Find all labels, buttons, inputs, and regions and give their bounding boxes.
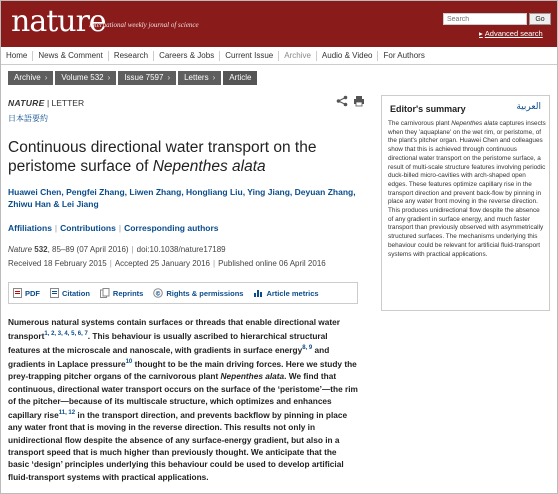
abstract-text: . We find that continuous, directional water transport occurs on the surface of the ‘peristome’—the rim of the pitcher—because of its multiscale structure, which optimizes and enhances capillary rise	[8, 371, 358, 421]
divider: |	[54, 223, 58, 233]
divider: |	[213, 259, 216, 268]
chevron-right-icon: ›	[212, 73, 216, 82]
tab-contributions[interactable]: Contributions	[60, 223, 116, 233]
doi: doi:10.1038/nature17189	[136, 245, 226, 254]
abstract-text: thought to be the main driving forces. Here we study the prey-trapping pitcher organs of the carnivorous plant	[8, 359, 357, 382]
pdf-icon	[13, 288, 22, 298]
received-date: Received 18 February 2015	[8, 259, 107, 268]
article-metrics-button[interactable]	[253, 288, 318, 298]
abstract-text: in the transport direction, and prevents backflow by pinning in place any water front that is moving in the reverse direction. This results not only in unidirectional flow despite the absence of any surface-energy gradient, but also in a transport speed that is much higher than previously thought. We anticipate that the basic ‘design’ principles underlying this behaviour could be used to develop artificial fluid-transport systems with practical applications.	[8, 410, 348, 482]
breadcrumb-label: Archive	[14, 73, 41, 82]
advanced-search-link[interactable]	[479, 29, 543, 38]
site-header	[1, 1, 557, 47]
breadcrumb	[8, 71, 259, 85]
rights-permissions-button[interactable]	[153, 288, 243, 298]
tab-corresponding-authors[interactable]: Corresponding authors	[124, 223, 219, 233]
arabic-translation-link[interactable]: العربية	[516, 102, 541, 112]
chevron-right-icon: ›	[107, 73, 111, 82]
metrics-label: Article metrics	[266, 288, 319, 298]
cite-volume: 532	[34, 245, 48, 254]
breadcrumb-article	[223, 71, 257, 85]
go-button[interactable]: Go	[529, 13, 551, 25]
nav-research[interactable]: Research	[109, 51, 154, 61]
title-main: Continuous directional water transport on the peristome surface of	[8, 139, 317, 175]
pdf-button[interactable]	[13, 288, 40, 298]
abstract-species: Nepenthes alata	[220, 371, 285, 382]
citation-icon	[50, 288, 59, 298]
abstract-text: . This behaviour is usually ascribed to hierarchical structural features at the microscale and nanoscale, with gradients in surface energy	[8, 331, 328, 356]
summary-text: captures insects when they 'aquaplane' on the wet rim, or peristome, of the plant's pitcher organ. Huawei Chen and colleagues show that this is achieved through continuous directional water transport on the peristome surface, a result of multi-scale structure features involving periodic duck-billed micro-cavities with arch-shaped open edges. These features optimize capillary rise in the transport direction and prevent back-flow by pinning in place any water front moving in the reverse direction. This produces unidirectional flow despite the absence of any gradient in surface energy, and much faster transport than previously observed with asymmetrically structured surfaces. The mechanisms underlying this behaviour could be relevant for artificial fluid-transport systems with practical applications.	[388, 120, 546, 258]
tab-affiliations[interactable]: Affiliations	[8, 223, 52, 233]
accepted-date: Accepted 25 January 2016	[114, 259, 210, 268]
breadcrumb-label: Article	[229, 73, 252, 82]
reference-link[interactable]: 1, 2, 3, 4, 5, 6, 7	[44, 331, 88, 338]
editors-summary-text	[388, 120, 546, 259]
nav-news-comment[interactable]: News & Comment	[33, 51, 108, 61]
reference-link[interactable]: 8, 9	[302, 345, 313, 352]
advanced-search-label: Advanced search	[484, 29, 543, 38]
abstract	[8, 316, 360, 483]
citation-label: Citation	[62, 288, 90, 298]
reprints-icon	[100, 288, 110, 298]
chevron-right-icon: ›	[167, 73, 171, 82]
article-title	[8, 138, 356, 176]
breadcrumb-letters[interactable]	[178, 71, 221, 85]
nav-audio-video[interactable]: Audio & Video	[317, 51, 379, 61]
citation-line	[8, 245, 226, 254]
reference-link[interactable]: 11, 12	[58, 410, 76, 417]
breadcrumb-label: Volume 532	[61, 73, 104, 82]
editors-summary-box	[381, 95, 550, 311]
breadcrumb-volume[interactable]	[55, 71, 116, 85]
chevron-right-icon: ›	[44, 73, 48, 82]
tagline: International weekly journal of science	[89, 21, 199, 29]
cite-date: (07 April 2016)	[76, 245, 129, 254]
rights-label: Rights & permissions	[166, 288, 244, 298]
japanese-summary-link[interactable]: 日本語要約	[8, 114, 48, 123]
pdf-label: PDF	[25, 288, 40, 298]
nav-archive[interactable]: Archive	[279, 51, 317, 61]
editors-summary-title: Editor's summary	[390, 104, 466, 114]
title-species: Nepenthes alata	[152, 158, 266, 175]
dates-line	[8, 259, 326, 268]
print-icon[interactable]	[353, 95, 365, 107]
search-input[interactable]	[443, 13, 527, 25]
svg-text:©: ©	[155, 290, 162, 298]
nav-home[interactable]: Home	[1, 51, 33, 61]
nav-careers-jobs[interactable]: Careers & Jobs	[154, 51, 220, 61]
nav-for-authors[interactable]: For Authors	[383, 50, 425, 60]
divider: |	[131, 245, 134, 254]
nature-logo[interactable]: nature	[11, 4, 106, 39]
journal-name: NATURE	[8, 98, 45, 108]
reprints-button[interactable]	[100, 288, 143, 298]
cite-journal: Nature	[8, 245, 33, 254]
arrow-right-icon: ▸	[479, 29, 483, 38]
abstract-text: Numerous natural systems contain surfaces or threads that enable directional water transport	[8, 317, 340, 342]
cite-pages: , 85–89	[47, 245, 75, 254]
divider: |	[109, 259, 112, 268]
share-icon[interactable]	[336, 95, 348, 107]
published-date: Published online 06 April 2016	[218, 259, 326, 268]
abstract-text: and gradients in Laplace pressure	[8, 345, 330, 370]
breadcrumb-label: Letters	[184, 73, 209, 82]
breadcrumb-issue[interactable]	[118, 71, 176, 85]
article-tools	[8, 282, 358, 304]
breadcrumb-archive[interactable]	[8, 71, 53, 85]
summary-text: The carnivorous plant	[388, 120, 452, 127]
article-type: LETTER	[51, 98, 85, 108]
nav-current-issue[interactable]: Current Issue	[220, 51, 279, 61]
divider: |	[118, 223, 122, 233]
reference-link[interactable]: 10	[125, 359, 133, 366]
citation-button[interactable]	[50, 288, 90, 298]
summary-species: Nepenthes alata	[451, 120, 498, 127]
main-nav	[1, 47, 557, 65]
metrics-icon	[253, 288, 263, 298]
breadcrumb-label: Issue 7597	[124, 73, 164, 82]
rights-icon	[153, 288, 163, 298]
journal-type-line: NATURE | LETTER	[8, 98, 85, 108]
author-list[interactable]: Huawei Chen, Pengfei Zhang, Liwen Zhang, Hongliang Liu, Ying Jiang, Deyuan Zhang, Zhiwu Han & Lei Jiang	[8, 187, 356, 209]
reprints-label: Reprints	[112, 288, 144, 298]
author-info-tabs	[8, 223, 219, 233]
